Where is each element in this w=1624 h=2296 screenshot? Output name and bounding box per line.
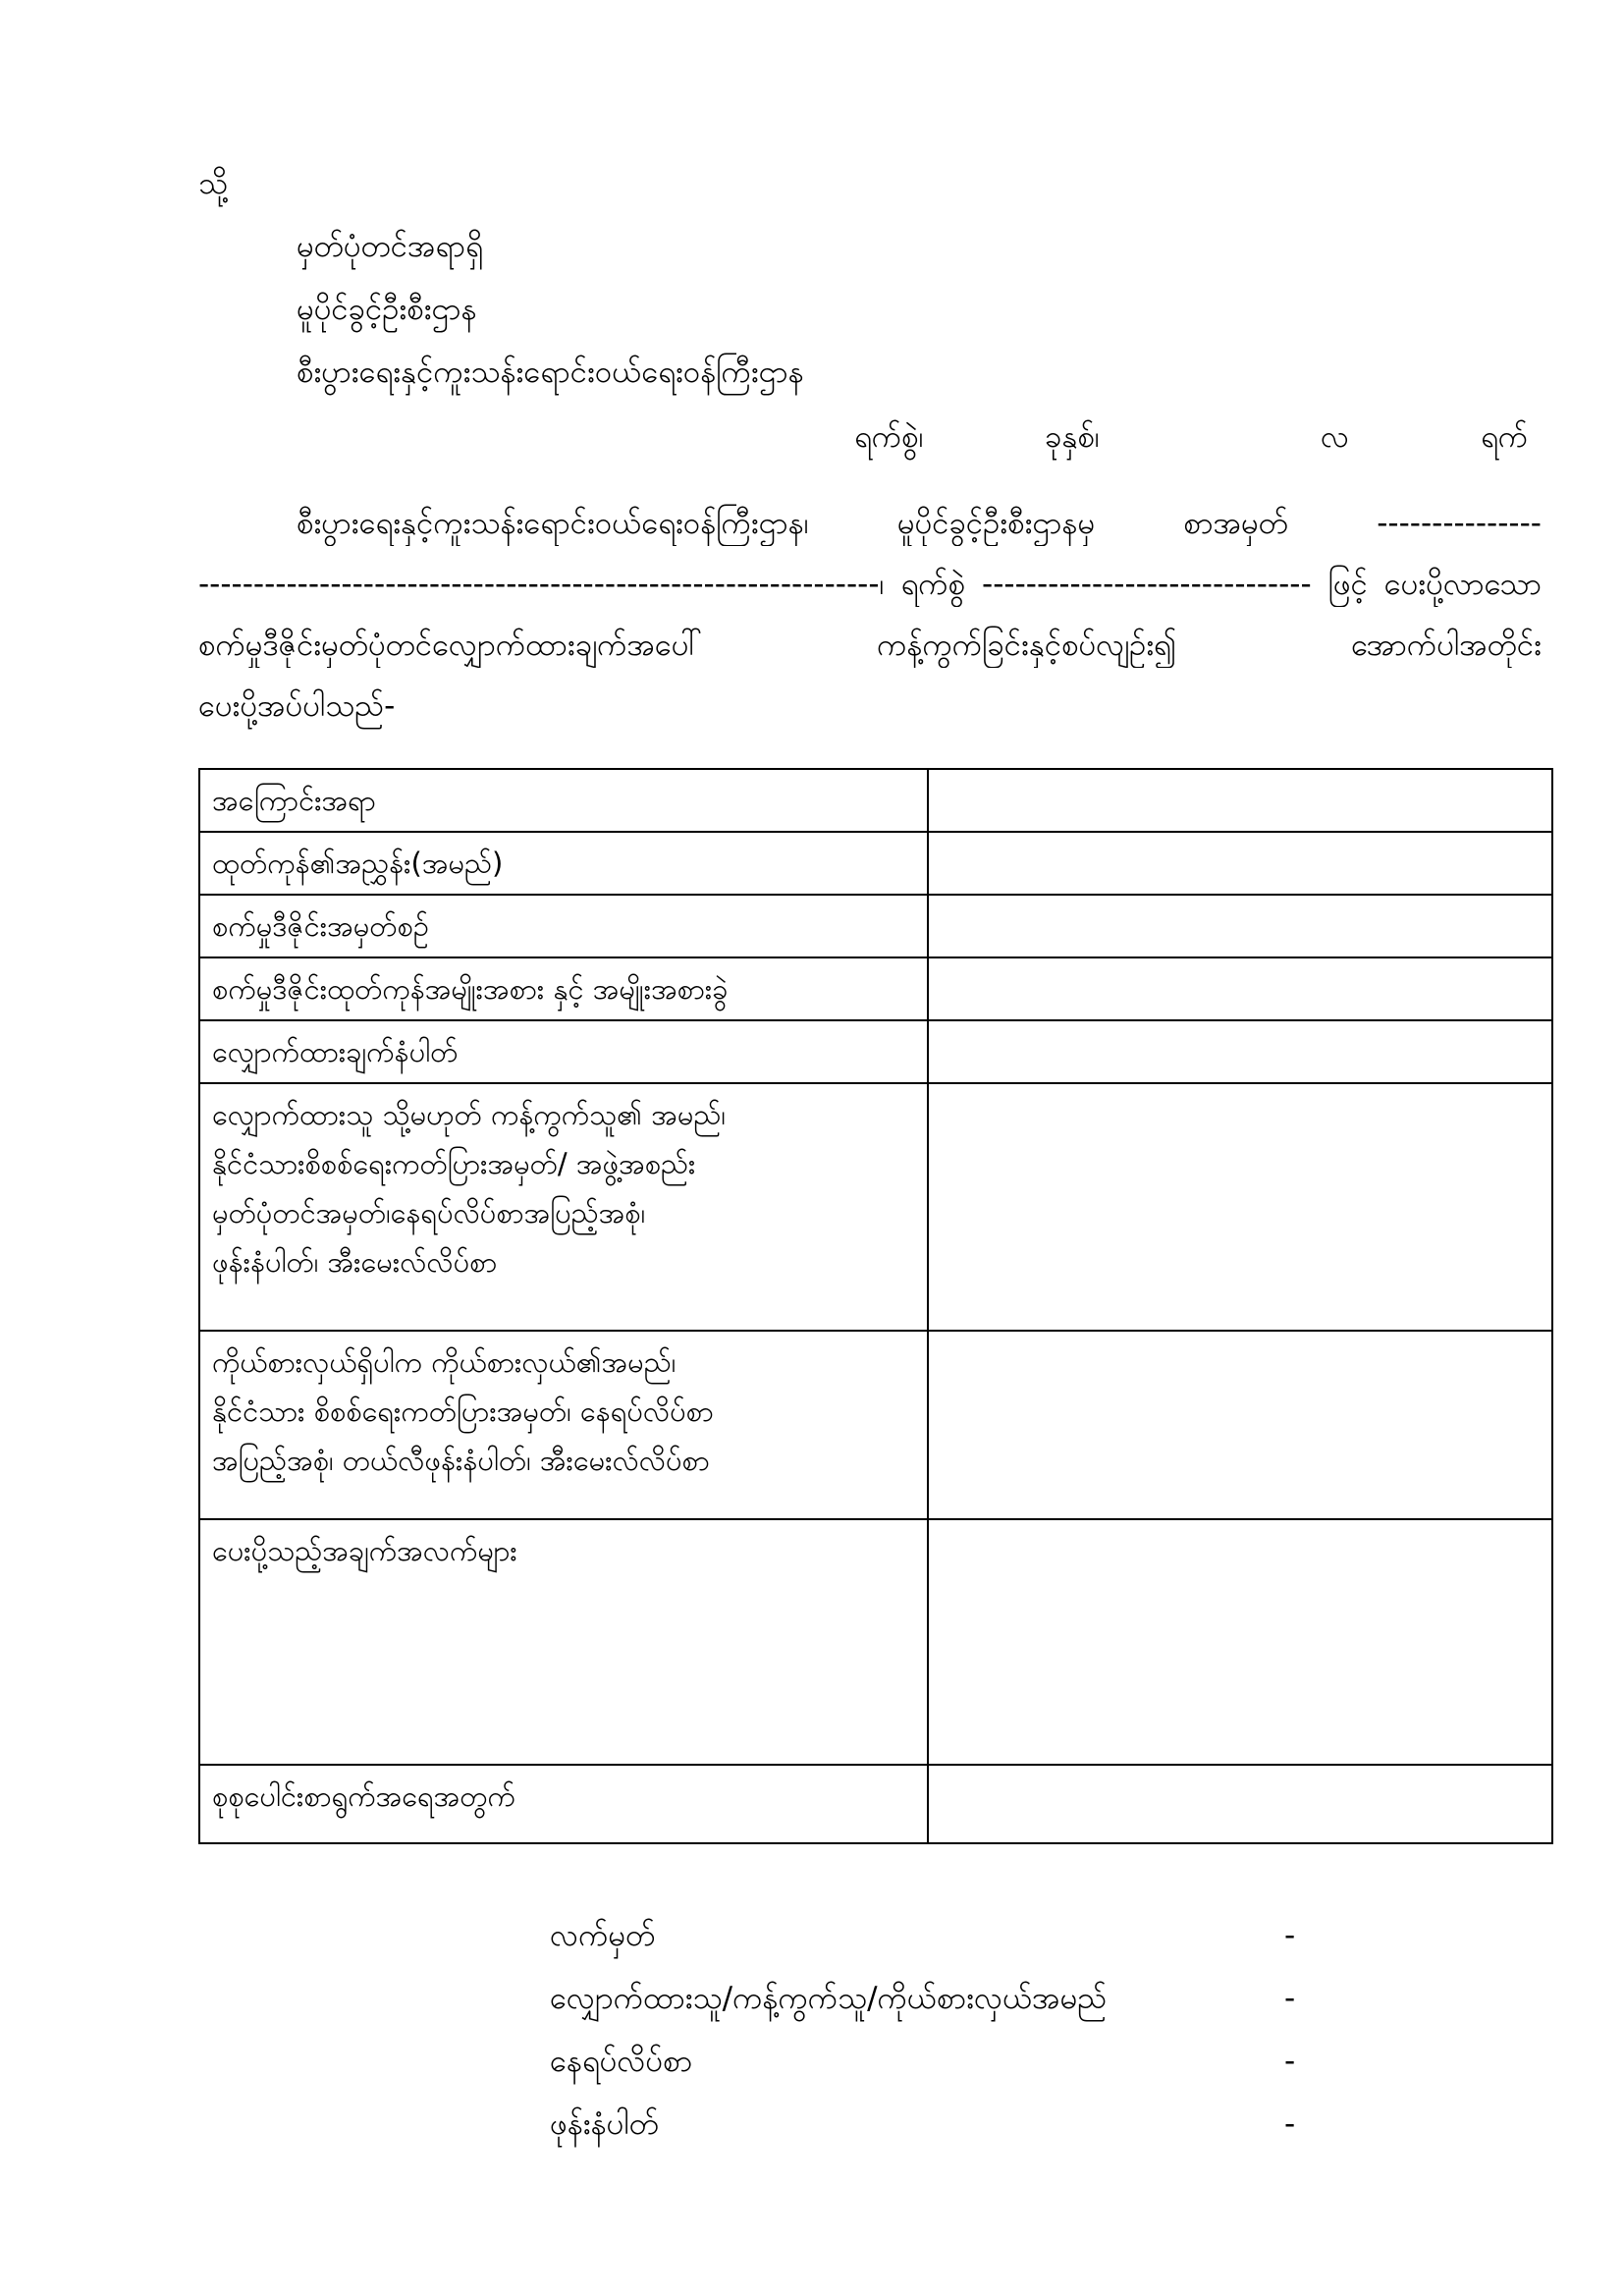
representative-details-line-2: နိုင်ငံသား စိစစ်ရေးကတ်ပြားအမှတ်၊ နေရပ်လိပ်စာ <box>212 1394 714 1428</box>
representative-details-value-field[interactable] <box>928 1331 1552 1519</box>
signature-label: လက်မှတ် <box>550 1918 656 1953</box>
body-line-1: စီးပွားရေးနှင့်ကူးသန်းရောင်းဝယ်ရေးဝန်ကြီးဌာန၊ မူပိုင်ခွင့်ဦးစီးဌာနမှ စာအမှတ် --------------- <box>297 506 1542 541</box>
product-class-value-field[interactable] <box>928 957 1552 1020</box>
table-row <box>199 1331 1552 1519</box>
table-row <box>199 957 1552 1020</box>
applicant-details-line-2: နိုင်ငံသားစိစစ်ရေးကတ်ပြားအမှတ်/ အဖွဲ့အစည်း <box>212 1147 696 1180</box>
subject-label: အကြောင်းအရာ <box>199 769 928 832</box>
submitted-information-value-field[interactable] <box>928 1519 1552 1765</box>
signature-dash: - <box>1284 1918 1296 1953</box>
design-number-value-field[interactable] <box>928 895 1552 957</box>
address-label: နေရပ်လိပ်စာ <box>550 2044 693 2079</box>
phone-label: ဖုန်းနံပါတ် <box>550 2106 659 2142</box>
recipient-to: သို့ <box>198 166 228 201</box>
name-dash: - <box>1284 1981 1296 2016</box>
applicant-details-line-1: လျှောက်ထားသူ သို့မဟုတ် ကန့်ကွက်သူ၏ အမည်၊ <box>212 1098 727 1131</box>
body-line-4: ပေးပို့အပ်ပါသည်- <box>198 688 396 724</box>
product-indication-value-field[interactable] <box>928 832 1552 895</box>
table-row <box>199 1765 1552 1843</box>
submitted-information-label: ပေးပို့သည့်အချက်အလက်များ <box>199 1519 928 1765</box>
phone-dash: - <box>1284 2106 1296 2142</box>
table-row <box>199 769 1552 832</box>
recipient-department: မူပိုင်ခွင့်ဦးစီးဌာန <box>297 292 477 327</box>
month-label: လ <box>1321 419 1350 455</box>
table-row <box>199 1020 1552 1083</box>
applicant-details-value-field[interactable] <box>928 1083 1552 1331</box>
body-line-3: စက်မှုဒီဇိုင်းမှတ်ပုံတင်လျှောက်ထားချက်အပေါ် ကန့်ကွက်ခြင်းနှင့်စပ်လျဉ်း၍ အောက်ပါအတိုင်း <box>198 628 1542 663</box>
subject-value-field[interactable] <box>928 769 1552 832</box>
total-pages-label: စုစုပေါင်းစာရွက်အရေအတွက် <box>199 1765 928 1843</box>
product-indication-label: ထုတ်ကုန်၏အညွှန်း(အမည်) <box>199 832 928 895</box>
table-row <box>199 1083 1552 1331</box>
date-label: ရက်စွဲ၊ <box>854 419 924 455</box>
applicant-details-line-3: မှတ်ပုံတင်အမှတ်၊နေရပ်လိပ်စာအပြည့်အစုံ၊ <box>212 1196 646 1230</box>
date-line <box>854 417 1542 466</box>
applicant-details-line-4: ဖုန်းနံပါတ်၊ အီးမေးလ်လိပ်စာ <box>212 1245 498 1279</box>
design-number-label: စက်မှုဒီဇိုင်းအမှတ်စဉ် <box>199 895 928 957</box>
total-pages-value-field[interactable] <box>928 1765 1552 1843</box>
representative-details-line-3: အပြည့်အစုံ၊ တယ်လီဖုန်းနံပါတ်၊ အီးမေးလ်လိပ်စာ <box>212 1444 710 1477</box>
address-dash: - <box>1284 2044 1296 2079</box>
name-label: လျှောက်ထားသူ/ကန့်ကွက်သူ/ကိုယ်စားလှယ်အမည် <box>550 1981 1108 2016</box>
representative-details-label <box>199 1331 928 1519</box>
table-row <box>199 832 1552 895</box>
body-line-2: --------------------------------------------------------------၊ ရက်စွဲ ------------------------------ ဖြင့် ပေးပို့လာသော <box>198 567 1542 602</box>
recipient-ministry: စီးပွားရေးနှင့်ကူးသန်းရောင်းဝယ်ရေးဝန်ကြီးဌာန <box>297 355 804 390</box>
table-row <box>199 1519 1552 1765</box>
product-class-label: စက်မှုဒီဇိုင်းထုတ်ကုန်အမျိုးအစား နှင့် အမျိုးအစားခွဲ <box>199 957 928 1020</box>
representative-details-line-1: ကိုယ်စားလှယ်ရှိပါက ကိုယ်စားလှယ်၏အမည်၊ <box>212 1345 677 1379</box>
recipient-title: မှတ်ပုံတင်အရာရှိ <box>297 229 483 264</box>
day-label: ရက် <box>1481 419 1529 455</box>
year-label: ခုနှစ်၊ <box>1045 419 1100 455</box>
applicant-details-label <box>199 1083 928 1331</box>
application-number-label: လျှောက်ထားချက်နံပါတ် <box>199 1020 928 1083</box>
table-row <box>199 895 1552 957</box>
objection-details-table <box>198 768 1553 1844</box>
application-number-value-field[interactable] <box>928 1020 1552 1083</box>
